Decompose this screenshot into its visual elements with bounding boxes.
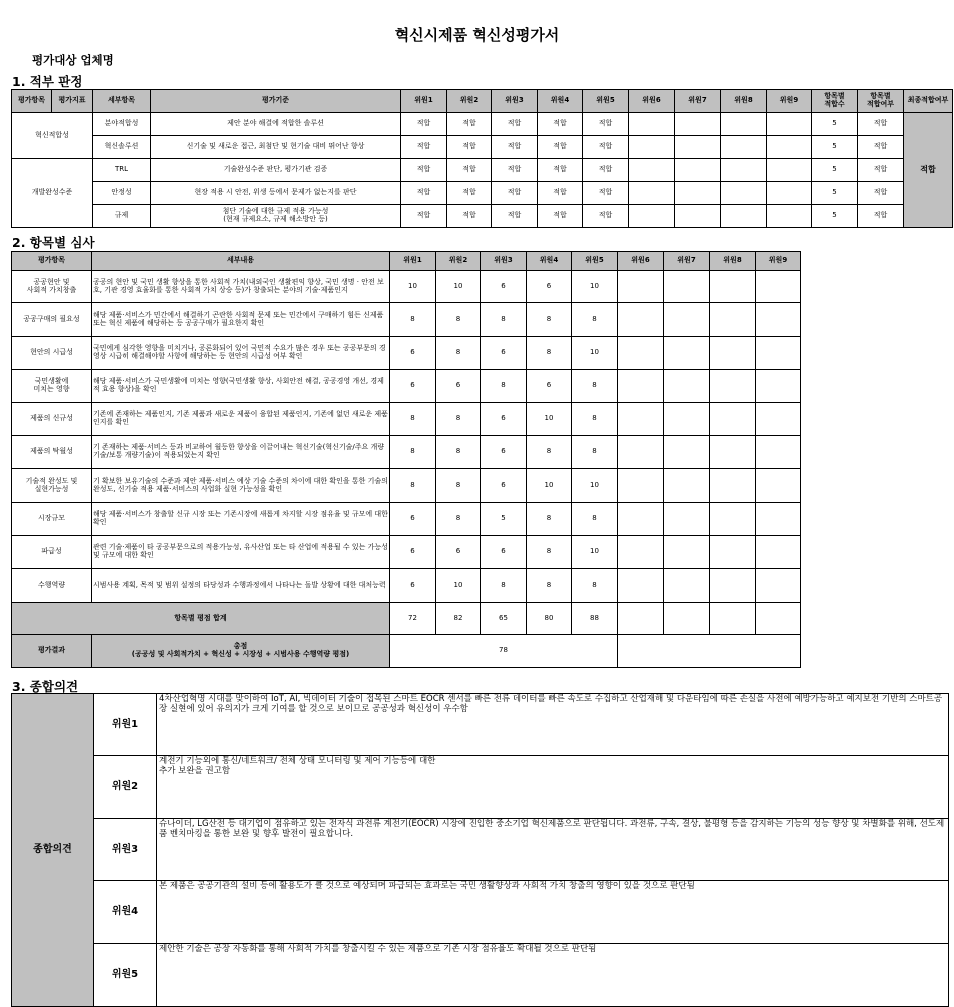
- scoring-table: [11, 251, 801, 668]
- score-cell: [618, 503, 664, 536]
- vote-cell: 적합: [447, 159, 492, 182]
- score-cell: 8: [572, 569, 618, 603]
- opinion-row: [12, 819, 949, 881]
- reviewer-cell: 위원4: [94, 881, 157, 944]
- score-cell: [756, 469, 801, 503]
- header-cell: 최종적합여부: [904, 90, 953, 113]
- score-cell: [664, 503, 710, 536]
- score-cell: 8: [527, 303, 572, 337]
- header-cell: 위원7: [675, 90, 721, 113]
- detail-cell: 시범사용 계획, 목적 및 범위 설정의 타당성과 수행과정에서 나타나는 돌발 상황에 대한 대처능력: [92, 569, 390, 603]
- vote-cell: 적합: [447, 205, 492, 228]
- suitability-table: [11, 89, 953, 228]
- vote-cell: 적합: [492, 205, 538, 228]
- score-cell: [710, 503, 756, 536]
- table-row: [12, 469, 801, 503]
- score-cell: 8: [527, 337, 572, 370]
- header-cell: 위원1: [401, 90, 447, 113]
- criteria-cell: 제안 분야 해결에 적합한 솔루션: [151, 113, 401, 136]
- result-cell: 적합: [858, 182, 904, 205]
- header-cell: 위원4: [527, 252, 572, 271]
- score-cell: [618, 536, 664, 569]
- count-cell: 5: [812, 182, 858, 205]
- vote-cell: [675, 136, 721, 159]
- score-cell: 8: [527, 569, 572, 603]
- vote-cell: 적합: [401, 159, 447, 182]
- table-row: [12, 303, 801, 337]
- item-cell: 제품의 신규성: [12, 403, 92, 436]
- score-cell: [756, 303, 801, 337]
- score-cell: 8: [572, 370, 618, 403]
- opinion-row: [12, 881, 949, 944]
- score-cell: [756, 370, 801, 403]
- detail-cell: 국민에게 심각한 영향을 미치거나, 공론화되어 있어 국민적 수요가 많은 경우 또는 공공부문의 경영상 시급히 해결해야할 사항에 해당하는 등 현안의 시급성 여부 확인: [92, 337, 390, 370]
- score-cell: [618, 436, 664, 469]
- score-cell: 8: [572, 303, 618, 337]
- vote-cell: 적합: [401, 182, 447, 205]
- item-cell: 기술적 완성도 및 실현가능성: [12, 469, 92, 503]
- vote-cell: [721, 205, 767, 228]
- score-cell: 10: [572, 536, 618, 569]
- score-cell: [710, 469, 756, 503]
- header-cell: 평가기준: [151, 90, 401, 113]
- detail-cell: 관련 기술·제품이 타 공공부문으로의 적용가능성, 유사산업 또는 타 산업에 적용될 수 있는 가능성 및 규모에 대한 확인: [92, 536, 390, 569]
- total-cell: [664, 603, 710, 635]
- score-cell: [710, 303, 756, 337]
- score-cell: 8: [527, 503, 572, 536]
- vote-cell: 적합: [492, 159, 538, 182]
- score-cell: 5: [481, 503, 527, 536]
- score-cell: [756, 337, 801, 370]
- score-cell: [618, 303, 664, 337]
- total-cell: 65: [481, 603, 527, 635]
- result-cell: 적합: [858, 113, 904, 136]
- score-cell: [618, 271, 664, 303]
- detail-cell: 해당 제품·서비스가 창출할 신규 시장 또는 기존시장에 새롭게 차지할 시장 점유율 및 규모에 대한 확인: [92, 503, 390, 536]
- vote-cell: 적합: [492, 182, 538, 205]
- reviewer-cell: 위원2: [94, 756, 157, 819]
- table-row: [12, 337, 801, 370]
- vote-cell: [767, 205, 812, 228]
- vote-cell: [721, 113, 767, 136]
- vote-cell: [721, 136, 767, 159]
- score-cell: 8: [390, 469, 436, 503]
- group-cell: 혁신적합성: [12, 113, 93, 159]
- score-cell: [710, 403, 756, 436]
- score-cell: 6: [390, 536, 436, 569]
- score-cell: 8: [390, 436, 436, 469]
- score-cell: 8: [572, 503, 618, 536]
- score-cell: 10: [527, 469, 572, 503]
- score-cell: 6: [481, 536, 527, 569]
- score-cell: [618, 403, 664, 436]
- vote-cell: [629, 113, 675, 136]
- total-cell: 88: [572, 603, 618, 635]
- vote-cell: [767, 113, 812, 136]
- vote-cell: [767, 136, 812, 159]
- section1-heading: 1. 적부 판정: [12, 74, 83, 89]
- table-header-row: [12, 90, 953, 113]
- vote-cell: 적합: [538, 136, 583, 159]
- score-cell: 6: [390, 337, 436, 370]
- header-cell: 위원3: [481, 252, 527, 271]
- vote-cell: [629, 136, 675, 159]
- score-cell: 8: [572, 403, 618, 436]
- total-label: 항목별 평점 합계: [12, 603, 390, 635]
- result-label: 평가결과: [12, 635, 92, 668]
- total-cell: [756, 603, 801, 635]
- company-label: 평가대상 업체명: [32, 53, 114, 67]
- score-cell: 6: [527, 370, 572, 403]
- score-cell: [664, 436, 710, 469]
- header-cell: 위원7: [664, 252, 710, 271]
- score-cell: 10: [390, 271, 436, 303]
- vote-cell: 적합: [538, 182, 583, 205]
- header-cell: 평가항목: [12, 252, 92, 271]
- detail-cell: 해당 제품·서비스가 민간에서 해결하기 곤란한 사회적 문제 또는 민간에서 구매하기 힘든 신제품 또는 혁신 제품에 해당하는 등 공공구매가 필요한지 확인: [92, 303, 390, 337]
- table-row: [12, 205, 953, 228]
- vote-cell: 적합: [447, 136, 492, 159]
- table-row: [12, 403, 801, 436]
- header-cell: 위원5: [583, 90, 629, 113]
- header-cell: 위원5: [572, 252, 618, 271]
- vote-cell: [629, 205, 675, 228]
- score-cell: [710, 337, 756, 370]
- vote-cell: [721, 159, 767, 182]
- score-cell: 8: [390, 403, 436, 436]
- vote-cell: 적합: [401, 205, 447, 228]
- vote-cell: 적합: [538, 159, 583, 182]
- header-cell: 위원3: [492, 90, 538, 113]
- detail-cell: 기존에 존재하는 제품인지, 기존 제품과 새로운 제품이 융합된 제품인지, 기존에 없던 새로운 제품인지를 확인: [92, 403, 390, 436]
- table-row: [12, 536, 801, 569]
- opinions-table: [11, 693, 949, 1007]
- vote-cell: 적합: [583, 182, 629, 205]
- score-cell: 10: [527, 403, 572, 436]
- opinion-label: 종합의견: [12, 694, 94, 1007]
- vote-cell: [767, 182, 812, 205]
- group-cell: 개발완성수준: [12, 159, 93, 228]
- total-cell: 82: [436, 603, 481, 635]
- table-row: [12, 370, 801, 403]
- table-row: [12, 182, 953, 205]
- total-cell: [710, 603, 756, 635]
- score-cell: [664, 303, 710, 337]
- score-cell: [664, 337, 710, 370]
- criteria-cell: 신기술 및 새로운 접근, 최첨단 및 현기술 대비 뛰어난 향상: [151, 136, 401, 159]
- vote-cell: [675, 205, 721, 228]
- result-desc: 총점 (공공성 및 사회적가치 + 혁신성 + 시장성 + 시범사용 수행역량 평점): [92, 635, 390, 668]
- score-cell: [618, 370, 664, 403]
- final-result-cell: 적합: [904, 113, 953, 228]
- table-row: [12, 569, 801, 603]
- vote-cell: 적합: [492, 136, 538, 159]
- score-cell: [664, 469, 710, 503]
- header-cell: 평가항목: [12, 90, 52, 113]
- page-title: 혁신시제품 혁신성평가서: [394, 26, 560, 44]
- score-cell: [664, 536, 710, 569]
- opinion-row: [12, 756, 949, 819]
- opinion-row: [12, 694, 949, 756]
- criteria-cell: 기술완성수준 판단, 평가기관 검증: [151, 159, 401, 182]
- score-cell: [710, 536, 756, 569]
- score-cell: [756, 271, 801, 303]
- reviewer-cell: 위원3: [94, 819, 157, 881]
- score-cell: [756, 436, 801, 469]
- vote-cell: 적합: [401, 113, 447, 136]
- sub-item-cell: TRL: [93, 159, 151, 182]
- item-cell: 공공현안 및 사회적 가치창출: [12, 271, 92, 303]
- score-cell: [664, 370, 710, 403]
- count-cell: 5: [812, 159, 858, 182]
- score-cell: 8: [481, 370, 527, 403]
- score-cell: 8: [436, 303, 481, 337]
- vote-cell: 적합: [538, 113, 583, 136]
- score-cell: 10: [572, 469, 618, 503]
- header-cell: 위원2: [436, 252, 481, 271]
- vote-cell: 적합: [583, 136, 629, 159]
- score-cell: [710, 436, 756, 469]
- score-cell: 10: [572, 271, 618, 303]
- score-cell: 8: [527, 536, 572, 569]
- score-cell: 6: [481, 469, 527, 503]
- item-cell: 제품의 탁월성: [12, 436, 92, 469]
- opinion-text: 슈나이더, LG산전 등 대기업이 점유하고 있는 전자식 과전류 계전기(EOCR) 시장에 진입한 중소기업 혁신제품으로 판단됩니다. 과전류, 구속, 결상, 불평형 등을 감지하는 기능의 성능 향상 및 차별화를 위해, 선도제품 벤치마킹을 통한 보완 및 향후 발전이 필요합니다.: [157, 819, 949, 881]
- score-cell: [710, 370, 756, 403]
- table-row: [12, 113, 953, 136]
- count-cell: 5: [812, 113, 858, 136]
- header-cell: 위원8: [710, 252, 756, 271]
- result-cell: 적합: [858, 159, 904, 182]
- score-cell: [664, 403, 710, 436]
- result-cell: 적합: [858, 205, 904, 228]
- sub-item-cell: 혁신솔루션: [93, 136, 151, 159]
- opinion-text: 계전기 기능외에 통신/네트워크/ 전체 상태 모니터링 및 제어 기능등에 대한 추가 보완을 권고함: [157, 756, 949, 819]
- score-cell: 10: [436, 569, 481, 603]
- table-row: [12, 136, 953, 159]
- item-cell: 현안의 시급성: [12, 337, 92, 370]
- score-cell: 10: [572, 337, 618, 370]
- total-cell: 72: [390, 603, 436, 635]
- item-cell: 공공구매의 필요성: [12, 303, 92, 337]
- score-cell: 8: [527, 436, 572, 469]
- score-cell: 6: [481, 271, 527, 303]
- total-cell: 80: [527, 603, 572, 635]
- score-cell: 8: [481, 303, 527, 337]
- score-cell: 10: [436, 271, 481, 303]
- section2-heading: 2. 항목별 심사: [12, 235, 95, 250]
- count-cell: 5: [812, 136, 858, 159]
- opinion-text: 본 제품은 공공기관의 설비 등에 활용도가 클 것으로 예상되며 파급되는 효과로는 국민 생활향상과 사회적 가치 창출의 영향이 있을 것으로 판단됨: [157, 881, 949, 944]
- vote-cell: 적합: [401, 136, 447, 159]
- score-cell: 8: [436, 436, 481, 469]
- vote-cell: [629, 182, 675, 205]
- header-cell: 위원9: [767, 90, 812, 113]
- total-row: [12, 603, 801, 635]
- vote-cell: 적합: [447, 182, 492, 205]
- score-cell: [618, 469, 664, 503]
- score-cell: [710, 569, 756, 603]
- vote-cell: [675, 113, 721, 136]
- score-cell: 6: [527, 271, 572, 303]
- table-row: [12, 159, 953, 182]
- header-cell: 항목별 적합여부: [858, 90, 904, 113]
- table-row: [12, 503, 801, 536]
- header-cell: 세부항목: [93, 90, 151, 113]
- table-row: [12, 271, 801, 303]
- result-cell: 적합: [858, 136, 904, 159]
- score-cell: [664, 271, 710, 303]
- total-cell: [618, 603, 664, 635]
- table-header-row: [12, 252, 801, 271]
- score-cell: [756, 403, 801, 436]
- item-cell: 국민생활에 미치는 영향: [12, 370, 92, 403]
- score-cell: 6: [390, 569, 436, 603]
- result-empty: [618, 635, 801, 668]
- score-cell: 6: [436, 370, 481, 403]
- header-cell: 위원6: [618, 252, 664, 271]
- sub-item-cell: 안정성: [93, 182, 151, 205]
- count-cell: 5: [812, 205, 858, 228]
- header-cell: 위원2: [447, 90, 492, 113]
- score-cell: 8: [436, 403, 481, 436]
- header-cell: 위원8: [721, 90, 767, 113]
- opinion-row: [12, 944, 949, 1007]
- vote-cell: [767, 159, 812, 182]
- vote-cell: 적합: [583, 113, 629, 136]
- reviewer-cell: 위원5: [94, 944, 157, 1007]
- score-cell: 6: [481, 403, 527, 436]
- vote-cell: 적합: [583, 205, 629, 228]
- score-cell: [664, 569, 710, 603]
- score-cell: 8: [390, 303, 436, 337]
- sub-item-cell: 분야적합성: [93, 113, 151, 136]
- score-cell: 6: [436, 536, 481, 569]
- result-row: [12, 635, 801, 668]
- result-value: 78: [390, 635, 618, 668]
- score-cell: [756, 503, 801, 536]
- criteria-cell: 첨단 기술에 대한 규제 적용 가능성 (현재 규제요소, 규제 해소방안 등): [151, 205, 401, 228]
- score-cell: 8: [436, 503, 481, 536]
- detail-cell: 기 확보한 보유기술의 수준과 제안 제품·서비스 예상 기술 수준의 차이에 대한 확인을 통한 기술의 완성도, 신기술 적용 제품·서비스의 사업화 실현 가능성을 확인: [92, 469, 390, 503]
- vote-cell: 적합: [538, 205, 583, 228]
- score-cell: 6: [390, 503, 436, 536]
- score-cell: [710, 271, 756, 303]
- opinion-text: 제안한 기술은 공장 자동화를 통해 사회적 가치를 창출시킬 수 있는 제품으로 기존 시장 점유율도 확대될 것으로 판단됨: [157, 944, 949, 1007]
- item-cell: 파급성: [12, 536, 92, 569]
- score-cell: [618, 337, 664, 370]
- score-cell: 6: [481, 436, 527, 469]
- score-cell: 6: [481, 337, 527, 370]
- header-cell: 평가지표: [52, 90, 93, 113]
- score-cell: 6: [390, 370, 436, 403]
- score-cell: 8: [436, 469, 481, 503]
- vote-cell: 적합: [583, 159, 629, 182]
- header-cell: 위원9: [756, 252, 801, 271]
- vote-cell: [629, 159, 675, 182]
- header-cell: 항목별 적합수: [812, 90, 858, 113]
- item-cell: 시장규모: [12, 503, 92, 536]
- vote-cell: 적합: [447, 113, 492, 136]
- vote-cell: [721, 182, 767, 205]
- criteria-cell: 현장 적용 시 안전, 위생 등에서 문제가 없는지를 판단: [151, 182, 401, 205]
- detail-cell: 공공의 현안 및 국민 생활 향상을 통한 사회적 가치(내외국인 생활편익 향상, 국민 생명 · 안전 보호, 기관 경영 효율화를 통한 사회적 가치 상승 등)가 창출되는 분야의 기술·제품인지: [92, 271, 390, 303]
- header-cell: 위원1: [390, 252, 436, 271]
- header-cell: 세부내용: [92, 252, 390, 271]
- score-cell: 8: [436, 337, 481, 370]
- detail-cell: 기 존재하는 제품·서비스 등과 비교하여 월등한 향상을 이끌어내는 혁신기술(혁신기술/주요 개량기술/보통 개량기술)이 적용되었는지 확인: [92, 436, 390, 469]
- vote-cell: [675, 159, 721, 182]
- detail-cell: 해당 제품·서비스가 국민생활에 미치는 영향(국민생활 향상, 사회안전 해결, 공공경영 개선, 경제적 효용 향상)을 확인: [92, 370, 390, 403]
- vote-cell: [675, 182, 721, 205]
- section3-heading: 3. 종합의견: [12, 679, 79, 694]
- header-cell: 위원6: [629, 90, 675, 113]
- item-cell: 수행역량: [12, 569, 92, 603]
- score-cell: [756, 569, 801, 603]
- reviewer-cell: 위원1: [94, 694, 157, 756]
- score-cell: 8: [572, 436, 618, 469]
- score-cell: [756, 536, 801, 569]
- sub-item-cell: 규제: [93, 205, 151, 228]
- score-cell: 8: [481, 569, 527, 603]
- table-row: [12, 436, 801, 469]
- opinion-text: 4차산업혁명 시대를 맞이하여 IoT, AI, 빅데이터 기술이 접목된 스마트 EOCR 센서를 빠른 전류 데이터를 빠른 속도로 수집하고 산업재해 및 다운타임에 따른 손실을 사전에 예방가능하고 예지보전 기반의 스마트공장 실현에 있어 유의지가 크게 기여를 할 것으로 보이므로 공공성과 혁신성이 우수함: [157, 694, 949, 756]
- header-cell: 위원4: [538, 90, 583, 113]
- vote-cell: 적합: [492, 113, 538, 136]
- score-cell: [618, 569, 664, 603]
